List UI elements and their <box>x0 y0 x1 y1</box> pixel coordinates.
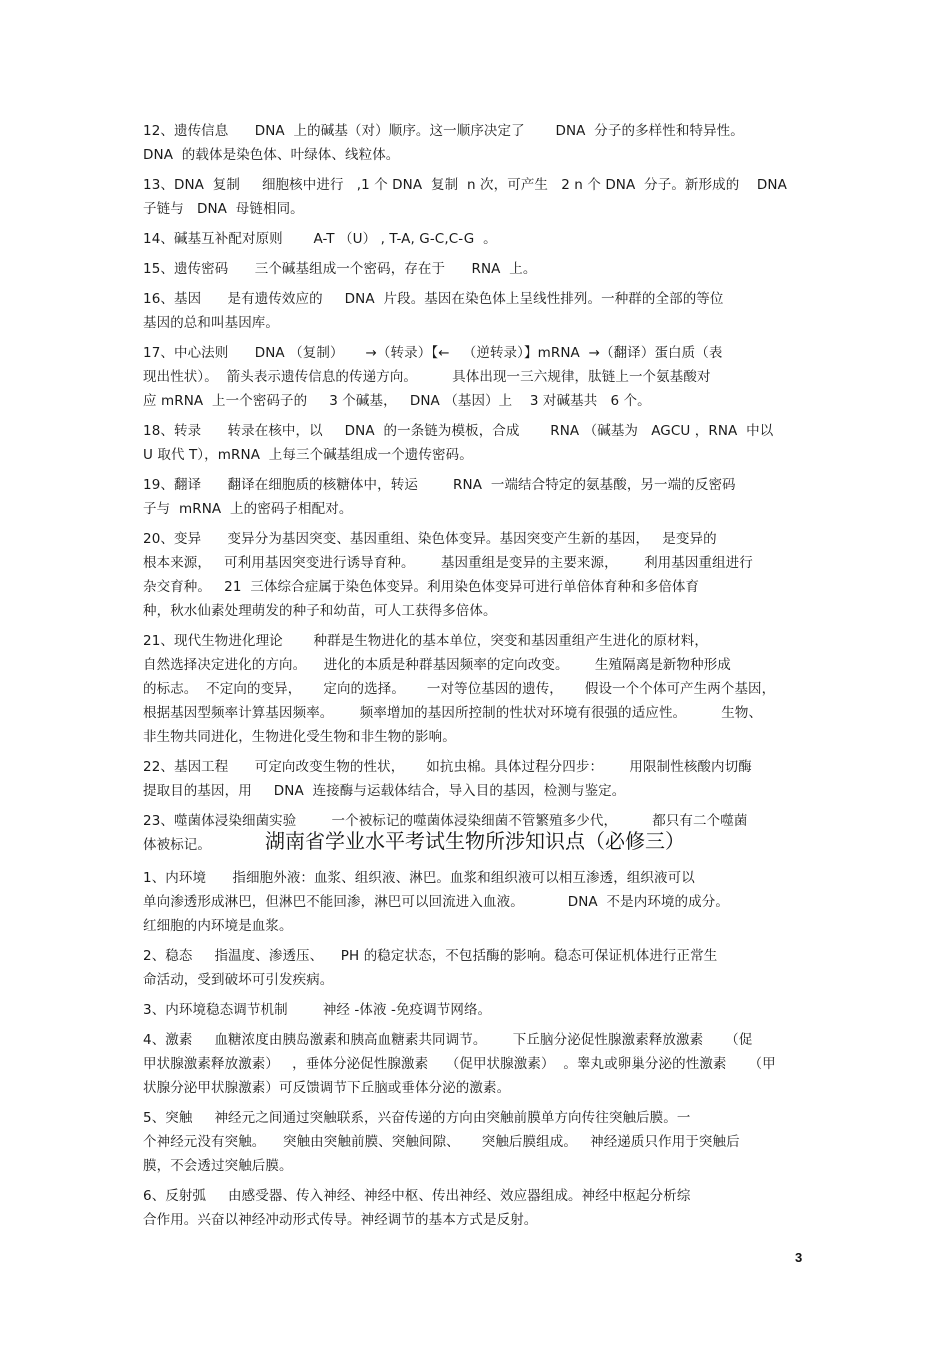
knowledge-item <box>143 755 813 803</box>
item-text-line: 13、DNA 复制 细胞核中进行 ,1 个 DNA 复制 n 次，可产生 2 n 个 DNA 分子。新形成的 DNA <box>143 177 787 193</box>
knowledge-item <box>143 866 813 938</box>
item-text-line: 子与 mRNA 上的密码子相配对。 <box>143 501 353 517</box>
item-text-line: 2、稳态 指温度、渗透压、 PH 的稳定状态，不包括酶的影响。稳态可保证机体进行正常生 <box>143 948 718 964</box>
item-text-line: 个神经元没有突触。 突触由突触前膜、突触间隙、 突触后膜组成。 神经递质只作用于突触后 <box>143 1134 740 1150</box>
item-text-line: 根据基因型频率计算基因频率。 频率增加的基因所控制的性状对环境有很强的适应性。 生物、 <box>143 705 763 721</box>
item-text-line: 命活动，受到破坏可引发疾病。 <box>143 972 334 988</box>
knowledge-item <box>143 629 813 749</box>
item-text-line: 非生物共同进化，生物进化受生物和非生物的影响。 <box>143 729 456 745</box>
page-number: 3 <box>795 1250 803 1265</box>
item-text-line: 18、转录 转录在核中，以 DNA 的一条链为模板，合成 RNA （碱基为 AGCU ，RNA 中以 <box>143 423 774 439</box>
item-text-line: 6、反射弧 由感受器、传入神经、神经中枢、传出神经、效应器组成。神经中枢起分析综 <box>143 1188 691 1204</box>
item-text-line: 基因的总和叫基因库。 <box>143 315 279 331</box>
item-text-line: 4、激素 血糖浓度由胰岛激素和胰高血糖素共同调节。 下丘脑分泌促性腺激素释放激素 （促 <box>143 1032 753 1048</box>
knowledge-item <box>143 257 813 281</box>
knowledge-item <box>143 944 813 992</box>
knowledge-item <box>143 473 813 521</box>
item-text-line: 1、内环境 指细胞外液：血浆、组织液、淋巴。血浆和组织液可以相互渗透，组织液可以 <box>143 870 695 886</box>
item-text-line: 5、突触 神经元之间通过突触联系，兴奋传递的方向由突触前膜单方向传往突触后膜。一 <box>143 1110 691 1126</box>
knowledge-item <box>143 1028 813 1100</box>
item-text-line: DNA 的载体是染色体、叶绿体、线粒体。 <box>143 147 400 163</box>
item-text-line: 体被标记。 <box>143 837 211 853</box>
item-text-line: 21、现代生物进化理论 种群是生物进化的基本单位，突变和基因重组产生进化的原材料， <box>143 633 708 649</box>
knowledge-item <box>143 227 813 251</box>
item-text-line: 15、遗传密码 三个碱基组成一个密码，存在于 RNA 上。 <box>143 261 537 277</box>
knowledge-item <box>143 527 813 623</box>
item-text-line: 12、遗传信息 DNA 上的碱基（对）顺序。这一顺序决定了 DNA 分子的多样性和特异性。 <box>143 123 744 139</box>
item-text-line: 合作用。兴奋以神经冲动形式传导。神经调节的基本方式是反射。 <box>143 1212 538 1228</box>
knowledge-item <box>143 341 813 413</box>
knowledge-item <box>143 173 813 221</box>
item-text-line: 14、碱基互补配对原则 A-T （U） , T-A, G-C,C-G 。 <box>143 231 497 247</box>
item-text-line: 提取目的基因，用 DNA 连接酶与运载体结合，导入目的基因，检测与鉴定。 <box>143 783 626 799</box>
item-text-line: 应 mRNA 上一个密码子的 3 个碱基， DNA （基因）上 3 对碱基共 6 个。 <box>143 393 651 409</box>
knowledge-item <box>143 1184 813 1232</box>
item-text-line: 膜，不会透过突触后膜。 <box>143 1158 293 1174</box>
knowledge-item <box>143 998 813 1022</box>
item-text-line: 16、基因 是有遗传效应的 DNA 片段。基因在染色体上呈线性排列。一种群的全部的等位 <box>143 291 724 307</box>
item-text-line: 20、变异 变异分为基因突变、基因重组、染色体变异。基因突变产生新的基因， 是变异的 <box>143 531 717 547</box>
item-text-line: 17、中心法则 DNA （复制） →（转录）【← （逆转录）】mRNA →（翻译）蛋白质（表 <box>143 345 723 361</box>
knowledge-item <box>143 119 813 167</box>
knowledge-item <box>143 419 813 467</box>
item-text-line: U 取代 T），mRNA 上每三个碱基组成一个遗传密码。 <box>143 447 473 463</box>
item-text-line: 23、噬菌体浸染细菌实验 一个被标记的噬菌体浸染细菌不管繁殖多少代， 都只有二个噬菌 <box>143 813 748 829</box>
item-text-line: 根本来源， 可利用基因突变进行诱导育种。 基因重组是变异的主要来源， 利用基因重组进行 <box>143 555 753 571</box>
knowledge-item <box>143 287 813 335</box>
item-text-line: 19、翻译 翻译在细胞质的核糖体中，转运 RNA 一端结合特定的氨基酸，另一端的反密码 <box>143 477 736 493</box>
item-text-line: 自然选择决定进化的方向。 进化的本质是种群基因频率的定向改变。 生殖隔离是新物种形成 <box>143 657 731 673</box>
knowledge-list-part1 <box>143 119 813 863</box>
item-text-line: 红细胞的内环境是血浆。 <box>143 918 293 934</box>
item-text-line: 单向渗透形成淋巴，但淋巴不能回渗，淋巴可以回流进入血液。 DNA 不是内环境的成分。 <box>143 894 729 910</box>
item-text-line: 22、基因工程 可定向改变生物的性状， 如抗虫棉。具体过程分四步： 用限制性核酸内切酶 <box>143 759 752 775</box>
item-text-line: 3、内环境稳态调节机制 神经 -体液 -免疫调节网络。 <box>143 1002 492 1018</box>
item-text-line: 的标志。 不定向的变异， 定向的选择。 一对等位基因的遗传， 假设一个个体可产生两个基因， <box>143 681 776 697</box>
section-title: 湖南省学业水平考试生物所涉知识点（必修三） <box>265 829 685 853</box>
item-text-line: 状腺分泌甲状腺激素）可反馈调节下丘脑或垂体分泌的激素。 <box>143 1080 511 1096</box>
item-text-line: 现出性状）。 箭头表示遗传信息的传递方向。 具体出现一三六规律，肽链上一个氨基酸对 <box>143 369 711 385</box>
item-text-line: 甲状腺激素释放激素） ，垂体分泌促性腺激素 （促甲状腺激素） 。睾丸或卵巢分泌的性激素 （甲 <box>143 1056 776 1072</box>
knowledge-list-part2 <box>143 866 813 1238</box>
item-text-line: 种，秋水仙素处理萌发的种子和幼苗，可人工获得多倍体。 <box>143 603 497 619</box>
knowledge-item <box>143 1106 813 1178</box>
item-text-line: 杂交育种。 21 三体综合症属于染色体变异。利用染色体变异可进行单倍体育种和多倍体育 <box>143 579 700 595</box>
item-text-line: 子链与 DNA 母链相同。 <box>143 201 304 217</box>
